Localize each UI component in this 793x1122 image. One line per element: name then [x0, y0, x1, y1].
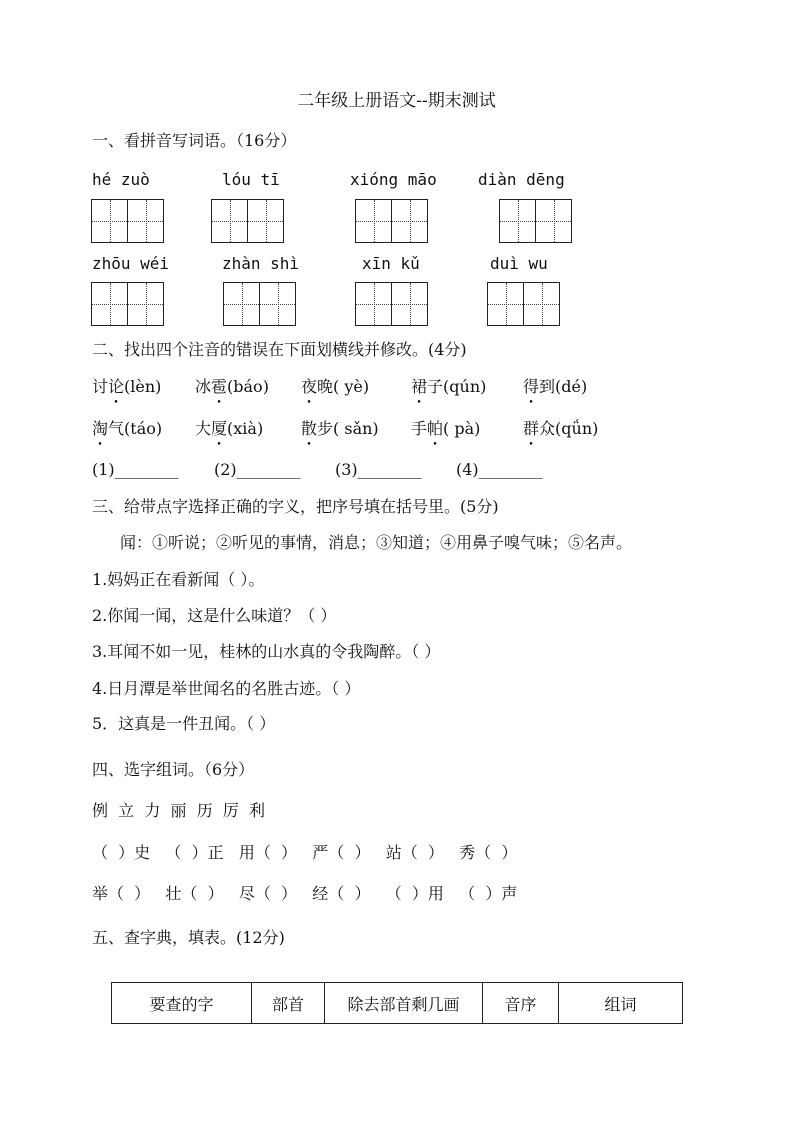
page-title: 二年级上册语文--期末测试 — [297, 91, 496, 111]
word-item: 夜晚( yè) — [301, 377, 370, 396]
writing-grid[interactable] — [211, 199, 284, 243]
word-item: 得到(dé) — [523, 377, 588, 396]
pinyin-3: xióng māo — [350, 170, 437, 189]
definition-line: 闻：①听说；②听见的事情，消息；③知道；④用鼻子嗅气味；⑤名声。 — [120, 533, 633, 552]
fill-row-1: （ ）史 （ ）正 用（ ） 严（ ） 站（ ） 秀（ ） — [92, 843, 518, 862]
question-item: 4.日月潭是举世闻名的名胜古迹。（ ） — [92, 679, 361, 698]
pinyin-8: duì wu — [490, 254, 548, 273]
pinyin-1: hé zuò — [92, 170, 150, 189]
writing-grid[interactable] — [91, 199, 164, 243]
pinyin-6: zhàn shì — [222, 254, 300, 273]
answer-blank-2[interactable]: (2)________ — [214, 460, 301, 479]
char-choices: 例 立 力 丽 历 厉 利 — [92, 801, 266, 820]
section-3-heading: 三、给带点字选择正确的字义，把序号填在括号里。(5分) — [92, 497, 499, 516]
word-item: 大厦(xià) — [195, 419, 264, 438]
pinyin-7: xīn kǔ — [362, 254, 420, 273]
word-item: 手帕( pà) — [411, 419, 481, 438]
section-1-heading: 一、看拼音写词语。（16分） — [92, 131, 297, 150]
word-item: 讨论(lèn) — [92, 377, 162, 396]
answer-blank-4[interactable]: (4)________ — [456, 460, 543, 479]
section-2-heading: 二、找出四个注音的错误在下面划横线并修改。(4分) — [92, 340, 467, 359]
writing-grid[interactable] — [355, 199, 428, 243]
word-item: 裙子(qún) — [411, 377, 487, 396]
question-item: 2.你闻一闻，这是什么味道？（ ） — [92, 606, 337, 625]
fill-row-2: 举（ ） 壮（ ） 尽（ ） 经（ ） （ ）用 （ ）声 — [92, 884, 518, 903]
table-header-cell: 部首 — [252, 983, 325, 1024]
answer-blank-1[interactable]: (1)________ — [92, 460, 179, 479]
question-item: 3.耳闻不如一见，桂林的山水真的令我陶醉。（ ） — [92, 642, 441, 661]
word-item: 冰雹(báo) — [195, 377, 269, 396]
pinyin-2: lóu tī — [222, 170, 280, 189]
section-4-heading: 四、选字组词。（6分） — [92, 760, 255, 779]
word-item: 淘气(táo) — [92, 419, 163, 438]
writing-grid[interactable] — [499, 199, 572, 243]
writing-grid[interactable] — [91, 282, 164, 326]
pinyin-5: zhōu wéi — [92, 254, 170, 273]
writing-grid[interactable] — [223, 282, 296, 326]
writing-grid[interactable] — [355, 282, 428, 326]
dictionary-table — [111, 982, 683, 1024]
word-item: 散步( sǎn) — [301, 419, 379, 438]
table-header-cell: 音序 — [483, 983, 559, 1024]
table-header-cell: 除去部首剩几画 — [325, 983, 483, 1024]
table-header-cell: 要查的字 — [112, 983, 252, 1024]
question-item: 1.妈妈正在看新闻（ ）。 — [92, 570, 265, 589]
question-item: 5．这真是一件丑闻。（ ） — [92, 714, 276, 733]
table-header-cell: 组词 — [559, 983, 683, 1024]
pinyin-4: diàn dēng — [478, 170, 565, 189]
word-item: 群众(qǘn) — [523, 419, 599, 438]
section-5-heading: 五、查字典，填表。(12分) — [92, 928, 285, 947]
table-header-row — [112, 983, 683, 1024]
writing-grid[interactable] — [487, 282, 560, 326]
answer-blank-3[interactable]: (3)________ — [335, 460, 422, 479]
